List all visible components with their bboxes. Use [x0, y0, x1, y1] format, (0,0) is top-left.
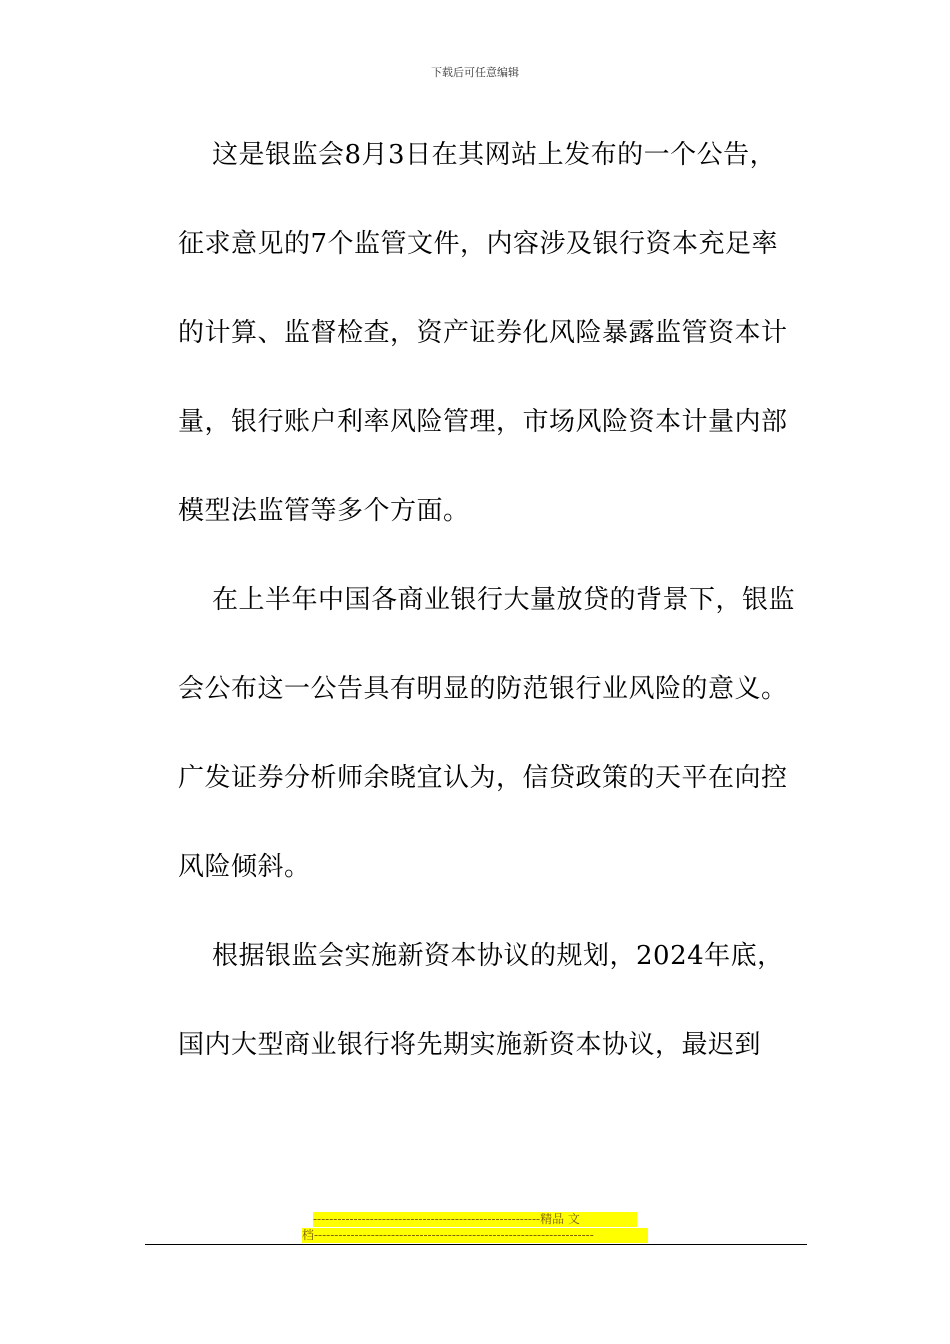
- paragraph-2-line-3: 广发证券分析师余晓宜认为，信贷政策的天平在向控: [178, 763, 788, 793]
- paragraph-1-line-3: 的计算、监督检查，资产证券化风险暴露监管资本计: [178, 318, 788, 348]
- paragraph-2-line-2: 会公布这一公告具有明显的防范银行业风险的意义。: [178, 674, 788, 704]
- paragraph-1-line-5: 模型法监管等多个方面。: [178, 496, 470, 526]
- paragraph-3-line-2: 国内大型商业银行将先期实施新资本协议，最迟到: [178, 1030, 762, 1060]
- paragraph-1-line-1: 这是银监会8月3日在其网站上发布的一个公告，: [212, 140, 777, 170]
- paragraph-2-line-4: 风险倾斜。: [178, 852, 311, 882]
- paragraph-1-line-4: 量，银行账户利率风险管理，市场风险资本计量内部: [178, 407, 788, 437]
- paragraph-3-line-1: 根据银监会实施新资本协议的规划，2024年底，: [212, 941, 784, 971]
- paragraph-1-line-2: 征求意见的7个监管文件，内容涉及银行资本充足率: [178, 229, 779, 259]
- footer-highlight-line-2: 档---------------------------------------------------------------------: [302, 1228, 648, 1243]
- footer-rule: [145, 1244, 807, 1245]
- header-note: 下载后可任意编辑: [431, 66, 519, 79]
- paragraph-2-line-1: 在上半年中国各商业银行大量放贷的背景下，银监: [212, 585, 796, 615]
- footer-highlight-line-1: --------------------------------------------------------精品 文: [313, 1212, 637, 1227]
